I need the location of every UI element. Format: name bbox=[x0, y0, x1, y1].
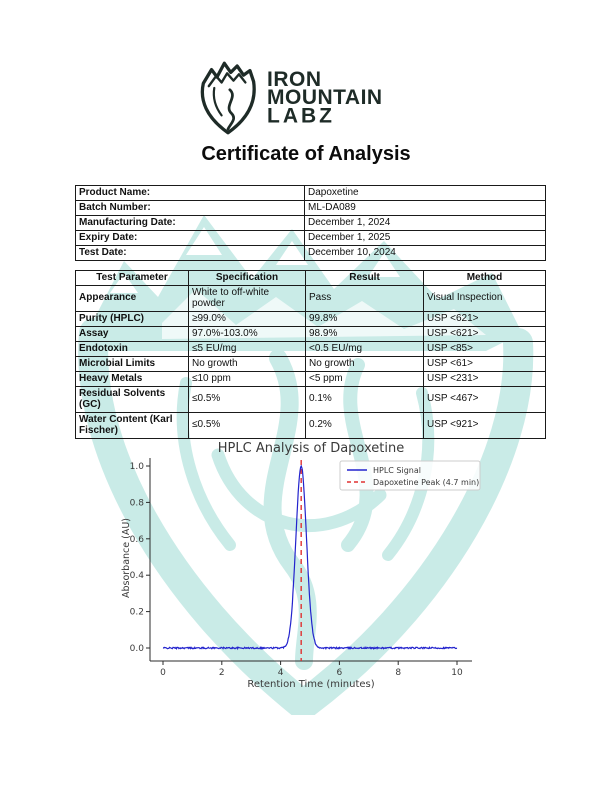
brand-wordmark bbox=[267, 67, 383, 128]
table-row bbox=[76, 311, 546, 326]
svg-text:8: 8 bbox=[395, 668, 402, 678]
svg-text:1.0: 1.0 bbox=[129, 462, 144, 472]
column-header: Test Parameter bbox=[76, 271, 189, 286]
cell-result: 0.1% bbox=[306, 386, 424, 412]
table-row bbox=[76, 231, 546, 246]
cell-spec: ≥99.0% bbox=[189, 311, 306, 326]
table-row bbox=[76, 186, 546, 201]
cell-method: USP <231> bbox=[424, 371, 546, 386]
mountain-shield-icon bbox=[196, 57, 260, 139]
svg-text:0.8: 0.8 bbox=[129, 498, 144, 509]
brand-line-1: IRON bbox=[267, 67, 322, 91]
cell-spec: ≤0.5% bbox=[189, 412, 306, 438]
svg-text:6: 6 bbox=[336, 668, 343, 678]
test-results-table bbox=[75, 270, 546, 439]
cell-spec: White to off-white powder bbox=[189, 285, 306, 311]
cell-spec: No growth bbox=[189, 356, 306, 371]
cell-spec: ≤0.5% bbox=[189, 386, 306, 412]
table-row bbox=[76, 246, 546, 261]
brand-line-3: LABZ bbox=[267, 104, 335, 128]
cell-method: USP <621> bbox=[424, 311, 546, 326]
hplc-chart bbox=[120, 440, 482, 696]
svg-text:2: 2 bbox=[218, 668, 225, 678]
cell-parameter: Purity (HPLC) bbox=[76, 311, 189, 326]
table-row bbox=[76, 216, 546, 231]
column-header: Result bbox=[306, 271, 424, 286]
cell-spec: 97.0%-103.0% bbox=[189, 326, 306, 341]
svg-text:0.0: 0.0 bbox=[129, 644, 144, 654]
cell-method: USP <467> bbox=[424, 386, 546, 412]
cell-result: 98.9% bbox=[306, 326, 424, 341]
cell-method: USP <61> bbox=[424, 356, 546, 371]
info-value: Dapoxetine bbox=[305, 186, 546, 201]
cell-result: 99.8% bbox=[306, 311, 424, 326]
cell-method: USP <85> bbox=[424, 341, 546, 356]
cell-result: No growth bbox=[306, 356, 424, 371]
brand-line-2: MOUNTAIN bbox=[267, 85, 383, 110]
table-row bbox=[76, 326, 546, 341]
product-info-table bbox=[75, 185, 546, 261]
table-row bbox=[76, 201, 546, 216]
table-row bbox=[76, 371, 546, 386]
cell-spec: ≤5 EU/mg bbox=[189, 341, 306, 356]
svg-text:0.6: 0.6 bbox=[129, 534, 144, 545]
svg-text:0.4: 0.4 bbox=[129, 571, 144, 582]
cell-parameter: Water Content (Karl Fischer) bbox=[76, 412, 189, 438]
cell-method: Visual Inspection bbox=[424, 285, 546, 311]
cell-parameter: Heavy Metals bbox=[76, 371, 189, 386]
cell-method: USP <621> bbox=[424, 326, 546, 341]
svg-text:Retention Time (minutes): Retention Time (minutes) bbox=[247, 679, 375, 690]
cell-parameter: Endotoxin bbox=[76, 341, 189, 356]
table-header-row bbox=[76, 271, 546, 286]
column-header: Specification bbox=[189, 271, 306, 286]
info-value: December 10, 2024 bbox=[305, 246, 546, 261]
info-value: ML-DA089 bbox=[305, 201, 546, 216]
cell-parameter: Microbial Limits bbox=[76, 356, 189, 371]
info-label: Product Name: bbox=[76, 186, 305, 201]
column-header: Method bbox=[424, 271, 546, 286]
table-row bbox=[76, 356, 546, 371]
svg-text:0.2: 0.2 bbox=[129, 607, 144, 618]
cell-result: 0.2% bbox=[306, 412, 424, 438]
info-label: Test Date: bbox=[76, 246, 305, 261]
cell-result: <5 ppm bbox=[306, 371, 424, 386]
cell-parameter: Assay bbox=[76, 326, 189, 341]
chromatogram-section bbox=[120, 440, 482, 696]
cell-method: USP <921> bbox=[424, 412, 546, 438]
table-row bbox=[76, 412, 546, 438]
info-label: Manufacturing Date: bbox=[76, 216, 305, 231]
table-row bbox=[76, 386, 546, 412]
cell-parameter: Appearance bbox=[76, 285, 189, 311]
svg-text:HPLC Signal: HPLC Signal bbox=[373, 466, 421, 475]
page-title: Certificate of Analysis bbox=[201, 143, 411, 165]
cell-spec: ≤10 ppm bbox=[189, 371, 306, 386]
info-label: Expiry Date: bbox=[76, 231, 305, 246]
svg-text:10: 10 bbox=[451, 668, 463, 678]
cell-result: Pass bbox=[306, 285, 424, 311]
svg-text:HPLC Analysis of Dapoxetine: HPLC Analysis of Dapoxetine bbox=[217, 441, 405, 456]
cell-parameter: Residual Solvents (GC) bbox=[76, 386, 189, 412]
svg-text:Dapoxetine Peak (4.7 min): Dapoxetine Peak (4.7 min) bbox=[373, 478, 480, 487]
info-value: December 1, 2024 bbox=[305, 216, 546, 231]
svg-text:Absorbance (AU): Absorbance (AU) bbox=[121, 517, 132, 599]
cell-result: <0.5 EU/mg bbox=[306, 341, 424, 356]
svg-text:4: 4 bbox=[277, 668, 284, 678]
table-row bbox=[76, 341, 546, 356]
info-value: December 1, 2025 bbox=[305, 231, 546, 246]
svg-text:0: 0 bbox=[160, 668, 166, 678]
table-row bbox=[76, 285, 546, 311]
brand-header bbox=[196, 56, 426, 140]
info-label: Batch Number: bbox=[76, 201, 305, 216]
